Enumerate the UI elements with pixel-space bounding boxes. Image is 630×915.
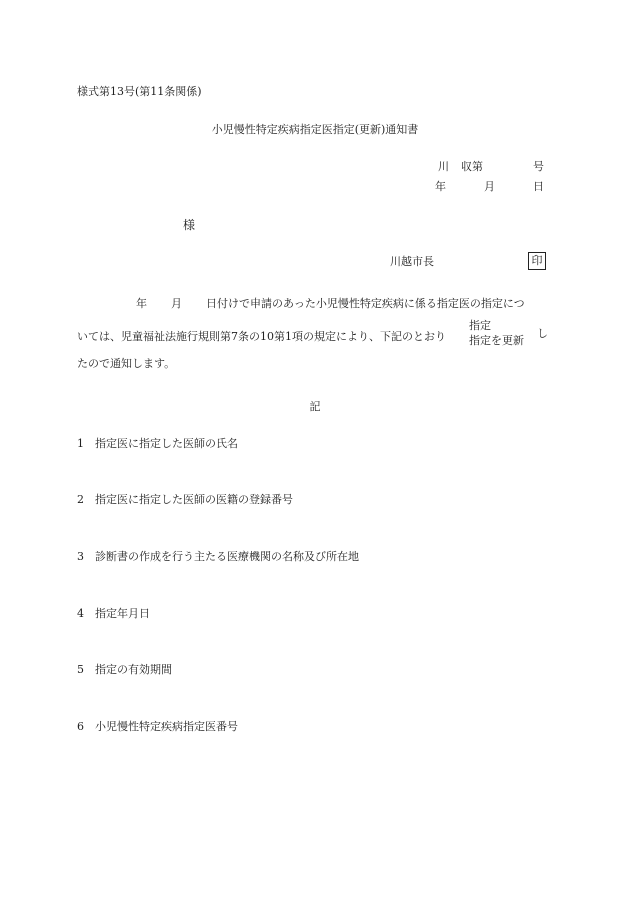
list-item bbox=[77, 438, 238, 449]
ki-heading: 記 bbox=[309, 400, 321, 413]
item-label: 指定の有効期間 bbox=[95, 663, 172, 676]
reference-suffix: 号 bbox=[533, 160, 544, 173]
date-month: 月 bbox=[484, 180, 495, 193]
body-month: 月 bbox=[171, 297, 182, 310]
item-number: 1 bbox=[77, 437, 84, 450]
list-item bbox=[77, 721, 238, 732]
date-year: 年 bbox=[435, 180, 446, 193]
body-suffix: し bbox=[537, 327, 548, 340]
item-number: 2 bbox=[77, 493, 84, 506]
form-number: 様式第13号(第11条関係) bbox=[77, 85, 202, 98]
list-item bbox=[77, 608, 150, 619]
date-day: 日 bbox=[533, 180, 544, 193]
document-title: 小児慢性特定疾病指定医指定(更新)通知書 bbox=[211, 123, 419, 136]
body-line-2: いては、児童福祉法施行規則第7条の10第1項の規定により、下記のとおり bbox=[77, 330, 446, 343]
body-line-1 bbox=[136, 298, 525, 309]
item-label: 診断書の作成を行う主たる医療機関の名称及び所在地 bbox=[95, 550, 359, 563]
item-label: 指定医に指定した医師の氏名 bbox=[95, 437, 238, 450]
list-item bbox=[77, 494, 293, 505]
reference-number bbox=[438, 161, 544, 172]
item-number: 5 bbox=[77, 663, 84, 676]
reference-prefix: 川 bbox=[438, 160, 449, 173]
seal-stamp: 印 bbox=[528, 252, 546, 270]
option-designate: 指定 bbox=[469, 319, 491, 332]
issuer-name: 川越市長 bbox=[390, 255, 434, 268]
reference-label: 収第 bbox=[461, 160, 483, 173]
item-number: 6 bbox=[77, 720, 84, 733]
item-label: 指定年月日 bbox=[95, 607, 150, 620]
body-line-3: たので通知します。 bbox=[77, 357, 176, 370]
addressee-honorific: 様 bbox=[183, 218, 196, 232]
option-renew: 指定を更新 bbox=[469, 334, 524, 347]
body-line-1-text: 日付けで申請のあった小児慢性特定疾病に係る指定医の指定につ bbox=[206, 297, 525, 310]
list-item bbox=[77, 664, 172, 675]
item-number: 4 bbox=[77, 607, 84, 620]
body-year: 年 bbox=[136, 297, 147, 310]
issue-date bbox=[435, 181, 544, 192]
item-label: 指定医に指定した医師の医籍の登録番号 bbox=[95, 493, 293, 506]
item-number: 3 bbox=[77, 550, 84, 563]
item-label: 小児慢性特定疾病指定医番号 bbox=[95, 720, 238, 733]
list-item bbox=[77, 551, 359, 562]
